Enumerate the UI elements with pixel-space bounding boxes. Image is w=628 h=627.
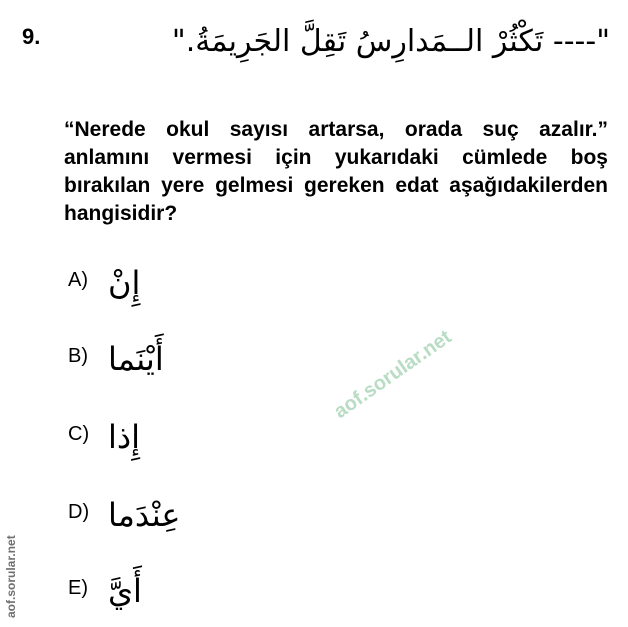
option-c-arabic: إِذا bbox=[108, 418, 141, 456]
arabic-sentence: "---- تَكْثُرْ الــمَدارِسُ تَقِلَّ الجَرِيمَةُ." bbox=[171, 24, 610, 59]
option-e-letter: E) bbox=[68, 577, 88, 599]
option-d-letter: D) bbox=[68, 501, 90, 523]
option-b-arabic: أَيْنَما bbox=[108, 340, 164, 378]
watermark-side: aof.sorular.net bbox=[4, 535, 18, 618]
option-a[interactable] bbox=[68, 255, 328, 315]
option-b[interactable] bbox=[68, 331, 328, 391]
option-b-letter: B) bbox=[68, 345, 88, 367]
option-c-letter: C) bbox=[68, 423, 90, 445]
option-d[interactable] bbox=[68, 487, 328, 547]
option-d-arabic: عِنْدَما bbox=[108, 496, 181, 534]
watermark-center: aof.sorular.net bbox=[330, 325, 456, 424]
option-a-arabic: إِنْ bbox=[108, 264, 141, 302]
option-a-letter: A) bbox=[68, 269, 88, 291]
option-e-arabic: أَيَّ bbox=[108, 572, 142, 610]
question-number: 9. bbox=[22, 24, 41, 49]
option-e[interactable] bbox=[68, 563, 328, 623]
option-c[interactable] bbox=[68, 409, 328, 469]
question-text: “Nerede okul sayısı artarsa, orada suç azalır.” anlamını vermesi için yukarıdaki cümlede boş bırakılan yere gelmesi gereken edat aşağıdakilerden hangisidir? bbox=[64, 118, 608, 225]
